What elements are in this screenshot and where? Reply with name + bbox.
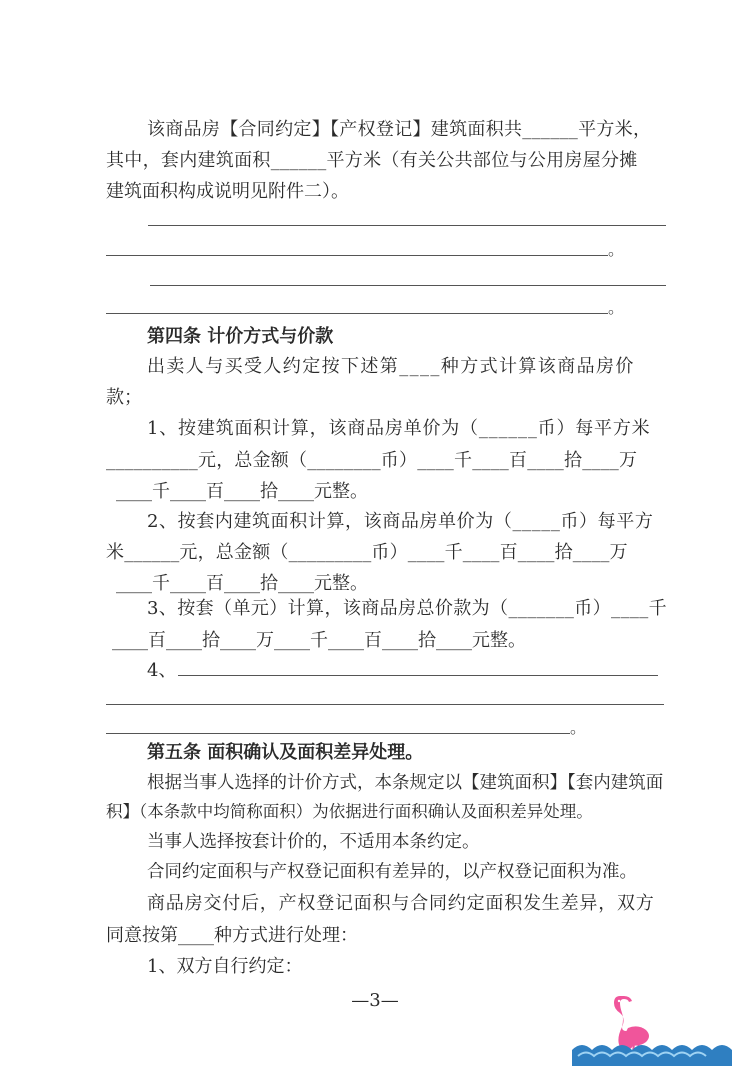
blank-line <box>106 733 570 734</box>
text-line: 出卖人与买受人约定按下述第____种方式计算该商品房价 <box>147 356 635 377</box>
blank-line <box>148 225 666 226</box>
text-line: ____千____百____拾____元整。 <box>116 481 368 502</box>
text-line: ____百____拾____万____千____百____拾____元整。 <box>112 630 526 651</box>
text-line: 根据当事人选择的计价方式，本条规定以【建筑面积】【套内建筑面 <box>147 773 664 793</box>
end-mark: 。 <box>608 298 625 317</box>
text-line: 3、按套（单元）计算，该商品房总价款为（_______币）____千 <box>147 598 668 619</box>
text-line: 2、按套内建筑面积计算，该商品房单价为（_____币）每平方 <box>147 511 654 532</box>
text-line: 合同约定面积与产权登记面积有差异的，以产权登记面积为准。 <box>147 862 637 882</box>
flamingo-wave-logo <box>572 988 732 1066</box>
text-line: 商品房交付后，产权登记面积与合同约定面积发生差异，双方 <box>147 893 655 914</box>
blank-line <box>178 675 658 676</box>
text-line: 1、按建筑面积计算，该商品房单价为（______币）每平方米 <box>147 418 651 439</box>
text-line: 该商品房【合同约定】【产权登记】建筑面积共______平方米， <box>147 119 652 140</box>
blank-line <box>150 285 666 286</box>
page-number: —3— <box>351 990 399 1011</box>
text-line: 4、 <box>147 660 177 681</box>
text-line: 款； <box>106 387 142 408</box>
blank-line <box>106 313 608 314</box>
text-line: 米______元，总金额（_________币）____千____百____拾____万 <box>106 542 628 563</box>
text-line: 建筑面积构成说明见附件二）。 <box>106 181 349 202</box>
section-heading: 第四条 计价方式与价款 <box>147 326 334 347</box>
text-line: 同意按第____种方式进行处理： <box>106 925 358 946</box>
text-line: 1、双方自行约定： <box>147 956 303 977</box>
section-heading: 第五条 面积确认及面积差异处理。 <box>147 742 424 763</box>
blank-line <box>106 255 608 256</box>
text-line: 积】（本条款中均简称面积）为依据进行面积确认及面积差异处理。 <box>106 802 593 821</box>
text-line: 当事人选择按套计价的，不适用本条约定。 <box>147 832 480 852</box>
end-mark: 。 <box>570 718 587 737</box>
text-line: 其中，套内建筑面积______平方米（有关公共部位与公用房屋分摊 <box>106 150 638 171</box>
end-mark: 。 <box>608 240 625 259</box>
text-line: __________元，总金额（________币）____千____百____拾____万 <box>106 450 638 471</box>
blank-line <box>106 704 664 705</box>
text-line: ____千____百____拾____元整。 <box>116 573 368 594</box>
